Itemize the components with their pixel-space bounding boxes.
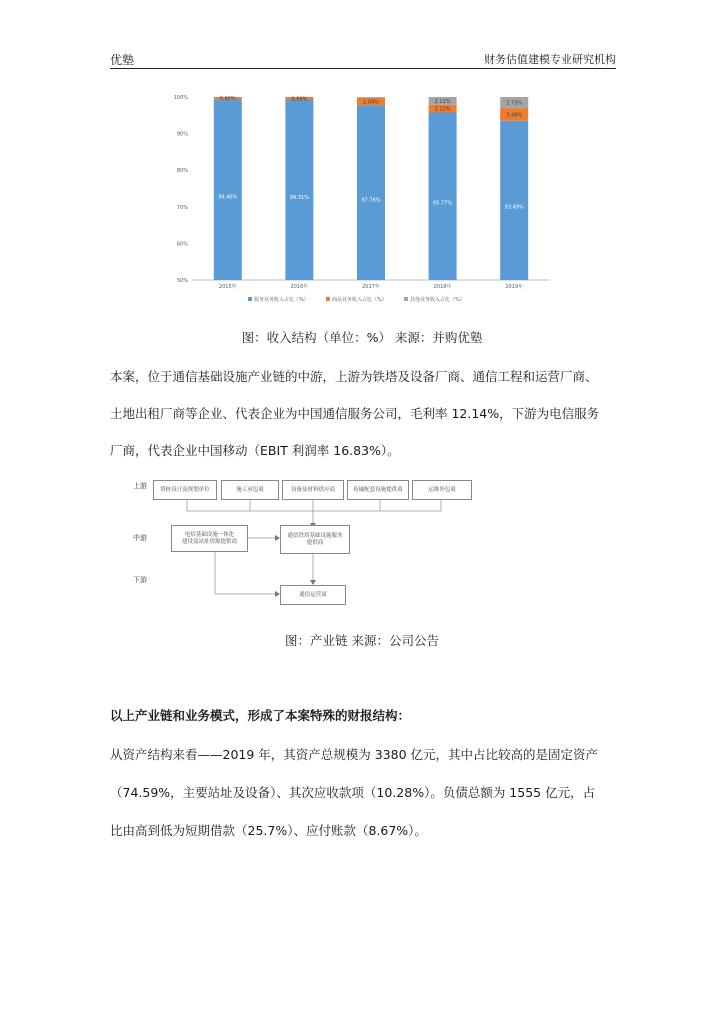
legend-label: 服务业务收入占比（%）	[254, 297, 309, 303]
diagram-caption: 图：产业链 来源：公司公告	[285, 633, 439, 648]
legend-swatch	[404, 297, 408, 301]
legend-label: 商品业务收入占比（%）	[332, 297, 387, 303]
bar-segment	[285, 100, 313, 280]
upstream-box: 塔桩设计及规划单位	[153, 480, 217, 500]
bar-segment	[429, 112, 457, 280]
legend-swatch	[326, 297, 330, 301]
x-tick-label: 2017年	[362, 284, 380, 290]
industry-chain-diagram	[110, 474, 500, 616]
x-tick-label: 2015年	[218, 284, 237, 290]
y-tick-label: 60%	[176, 241, 188, 248]
y-tick-label: 50%	[176, 278, 188, 284]
y-tick-label: 90%	[176, 131, 188, 138]
data-label: 3.48%	[506, 112, 523, 119]
upstream-box: 设备及材料供应商	[282, 480, 344, 500]
page-header	[110, 51, 616, 69]
data-label: 93.49%	[504, 204, 524, 211]
upstream-box: 传输配套设施提供商	[347, 480, 409, 500]
x-tick-label: 2019年	[505, 284, 524, 290]
brand-name: 优塾	[110, 53, 135, 67]
upstream-box: 施工承包商	[221, 480, 279, 500]
y-tick-label: 70%	[176, 204, 188, 211]
legend-swatch	[248, 297, 252, 301]
y-tick-label: 80%	[176, 168, 188, 175]
data-label: 95.77%	[433, 200, 453, 207]
stage-label-midstream: 中游	[133, 534, 147, 542]
stage-label-upstream: 上游	[133, 482, 147, 490]
section-heading: 以上产业链和业务模式，形成了本案特殊的财报结构：	[110, 708, 411, 723]
legend-label: 其他业务收入占比（%）	[410, 297, 465, 303]
y-tick-label: 100%	[173, 95, 188, 101]
paragraph-line: 厂商，代表企业中国移动（EBIT 利润率 16.83%）。	[110, 443, 400, 458]
data-label: 0.60%	[219, 96, 236, 103]
paragraph-line: 土地出租厂商等企业、代表企业为中国通信服务公司，毛利率 12.14%，下游为电信服务	[110, 406, 600, 421]
header-tagline: 财务估值建模专业研究机构	[484, 53, 616, 66]
bar-segment	[357, 105, 385, 280]
data-label: 97.76%	[361, 197, 381, 204]
header-divider	[110, 68, 616, 69]
data-label: 0.69%	[291, 96, 308, 103]
bar-segment	[357, 97, 385, 98]
paragraph-line: 从资产结构来看——2019 年，其资产总规模为 3380 亿元，其中占比较高的是固定资产	[110, 747, 599, 762]
chart-caption: 图：收入结构（单位：%） 来源：并购优塾	[241, 330, 483, 345]
revenue-structure-chart	[160, 88, 560, 310]
paragraph-line: （74.59%，主要站址及设备）、其次应收款项（10.28%）。负债总额为 1555 亿元，占	[110, 785, 596, 800]
downstream-operator-box: 通信运营商	[280, 585, 346, 605]
paragraph-line: 比由高到低为短期借款（25.7%）、应付账款（8.67%）。	[110, 823, 427, 838]
x-tick-label: 2018年	[433, 284, 452, 290]
data-label: 2.73%	[506, 100, 523, 107]
paragraph-line: 本案，位于通信基础设施产业链的中游，上游为铁塔及设备厂商、通信工程和运营厂商、	[110, 369, 598, 384]
data-label: 2.11%	[434, 98, 451, 105]
data-label: 99.31%	[289, 194, 309, 201]
data-label: 99.40%	[218, 194, 238, 201]
midstream-integrated-provider-box: 电信基础设施一体化 建设及站址资源提供商	[171, 525, 248, 552]
data-label: 2.12%	[434, 106, 451, 113]
bar-segment	[214, 99, 242, 280]
bar-segment	[500, 121, 528, 280]
upstream-box: 运维外包商	[412, 480, 472, 500]
x-tick-label: 2016年	[290, 284, 309, 290]
midstream-tower-service-box: 通信铁塔基础设施服务 提供商	[280, 525, 350, 554]
stage-label-downstream: 下游	[133, 576, 147, 584]
data-label: 2.04%	[363, 99, 379, 106]
